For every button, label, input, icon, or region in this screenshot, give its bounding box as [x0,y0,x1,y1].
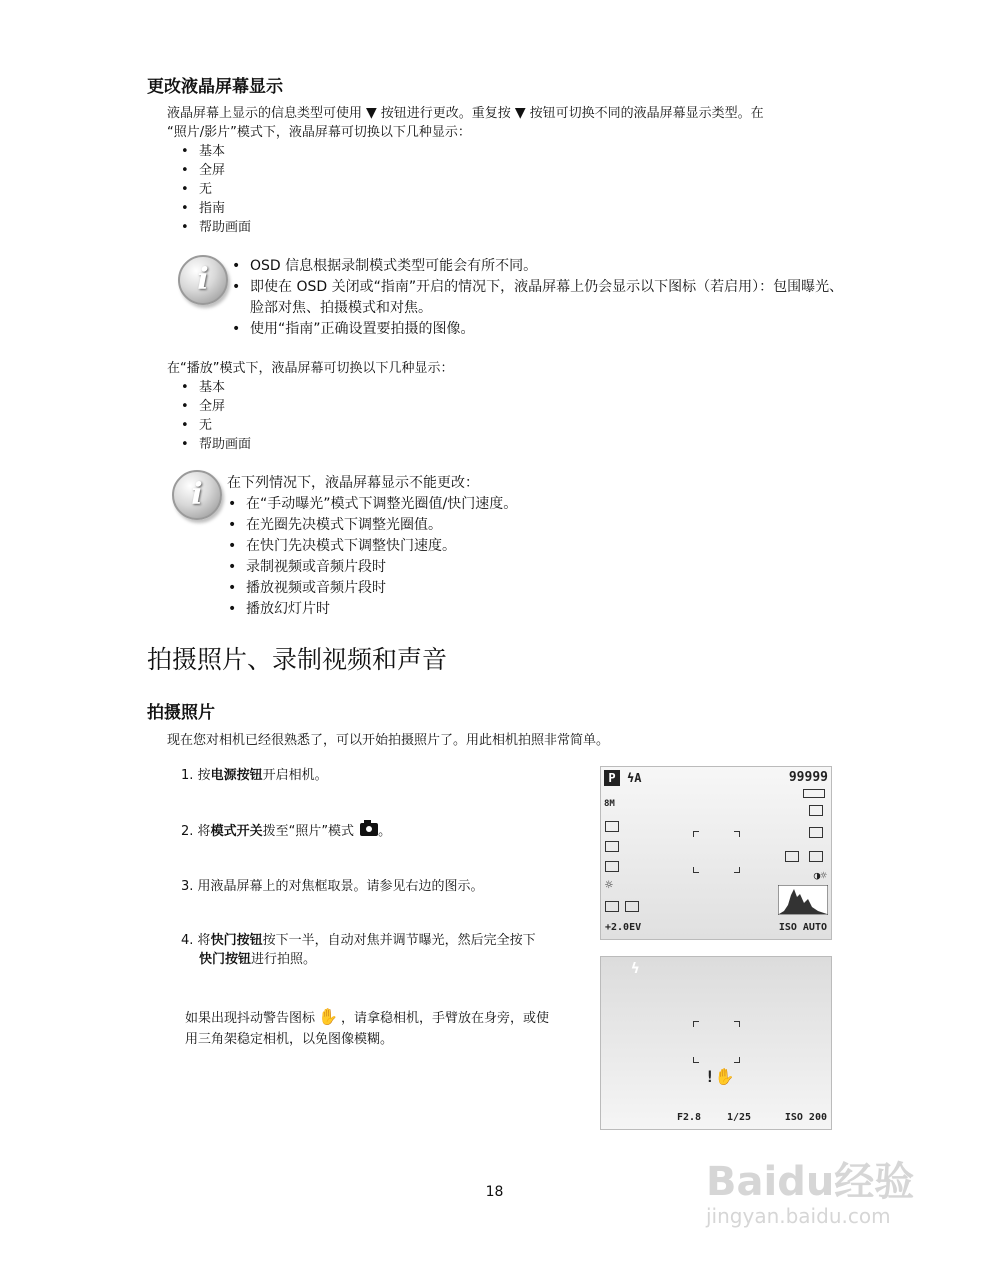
down-arrow-icon: ▼ [366,105,377,121]
playback-intro: 在“播放”模式下，液晶屏幕可切换以下几种显示： [167,361,454,376]
step-keyword: 快门按钮 [210,933,263,948]
note-item: • 在快门先决模式下调整快门速度。 [224,536,824,557]
focus-frame-corner [734,1057,740,1063]
step-text: 将 [197,933,211,948]
watermark-url: jingyan.baidu.com [706,1204,891,1228]
focus-frame-corner [734,867,740,873]
shake-warning-text [185,1006,590,1050]
playback-list [167,378,251,454]
step-3 [181,877,581,896]
list-item: • 无 [167,180,251,199]
stabilizer-icon [625,901,639,912]
step-keyword: 模式开关 [210,824,263,839]
focus-frame-corner [734,1021,740,1027]
list-item: • 全屏 [167,397,251,416]
step-text: 按下一半，自动对焦并调节曝光，然后完全按下 [262,933,536,948]
chapter-title: 拍摄照片、录制视频和声音 [147,645,448,674]
anti-shake-icon [809,851,823,862]
flash-auto-icon: ϟA [627,771,642,785]
shots-remaining: 99999 [788,770,828,785]
face-detect-icon [605,901,619,912]
step-text: 将 [197,824,211,839]
shake-text: 如果出现抖动警告图标 [185,1011,316,1026]
lcd-screen-basic [600,766,832,940]
note-list [228,256,848,340]
shake-text: ，请拿稳相机，手臂放在身旁，或使 [340,1011,549,1026]
intro-text-c: 按钮可切换不同的液晶屏幕显示类型。在 [529,106,764,121]
section-title-display: 更改液晶屏幕显示 [147,77,283,97]
note-item: • OSD 信息根据录制模式类型可能会有所不同。 [228,256,848,277]
focus-frame-corner [693,1021,699,1027]
note-heading: 在下列情况下，液晶屏幕显示不能更改： [227,475,479,491]
note-item: • 即使在 OSD 关闭或“指南”开启的情况下，液晶屏幕上仍会显示以下图标（若启用）：包围曝光、脸部对焦、拍摄模式和对焦。 [228,277,848,319]
battery-icon [803,789,825,798]
section-intro: 现在您对相机已经很熟悉了，可以开始拍摄照片了。用此相机拍照非常简单。 [167,733,610,748]
down-arrow-icon: ▼ [514,105,526,121]
section-title-photo: 拍摄照片 [147,703,215,723]
lcd-screen-shake [600,956,832,1130]
shake-hand-icon: ✋ [318,1007,338,1026]
list-item: • 全屏 [167,161,251,180]
saturation-contrast-icon: ◑☼ [813,869,827,882]
metering-icon [809,827,823,838]
memory-icon [809,805,823,816]
shutter-value: 1/25 [727,1112,752,1123]
step-number: 3. [181,879,194,894]
list-item: • 无 [167,416,251,435]
list-item: • 基本 [167,378,251,397]
note-item: • 录制视频或音频片段时 [224,557,824,578]
shake-warning-icon: !✋ [705,1067,735,1086]
note-item: • 在“手动曝光”模式下调整光圈值/快门速度。 [224,494,824,515]
step-text: 开启相机。 [262,768,328,783]
list-item: • 帮助画面 [167,218,251,237]
iso-value: ISO AUTO [778,922,827,933]
focus-frame-corner [734,831,740,837]
iso-value: ISO 200 [784,1112,827,1123]
focus-area-icon [605,861,619,872]
section-intro [167,104,887,142]
step-text: 拨至“照片”模式 [262,824,355,839]
watermark-logo: Baidu经验 [706,1159,915,1205]
step-text: 按 [197,768,211,783]
step-text: 进行拍照。 [251,952,317,967]
mode-p-icon: P [604,770,620,786]
step-number: 1. [181,768,194,783]
step-4 [181,931,581,969]
info-icon: i [172,470,222,520]
camera-icon [360,823,378,836]
drive-mode-icon [605,841,619,852]
note-item: • 在光圈先决模式下调整光圈值。 [224,515,824,536]
list-item: • 基本 [167,142,251,161]
note-item: • 播放幻灯片时 [224,599,824,620]
flash-icon: ϟ [631,961,640,977]
white-balance-icon: ☼ [605,878,613,893]
note-item: • 播放视频或音频片段时 [224,578,824,599]
intro-text-line2: “照片/影片”模式下，液晶屏幕可切换以下几种显示： [167,125,471,140]
list-item: • 帮助画面 [167,435,251,454]
step-text: 用液晶屏幕上的对焦框取景。请参见右边的图示。 [197,879,484,894]
display-type-list [167,142,251,237]
note-list [224,494,824,620]
burst-icon [785,851,799,862]
histogram-icon [778,885,828,915]
page-number: 18 [485,1184,504,1200]
quality-icon [605,821,619,832]
focus-frame-corner [693,1057,699,1063]
aperture-value: F2.8 [677,1112,702,1123]
focus-frame-corner [693,867,699,873]
step-2: 2. 将模式开关拨至“照片”模式 。 [181,824,392,839]
list-item: • 指南 [167,199,251,218]
focus-frame-corner [693,831,699,837]
intro-text-a: 液晶屏幕上显示的信息类型可使用 [167,106,363,121]
step-keyword: 电源按钮 [210,768,263,783]
note-item: • 使用“指南”正确设置要拍摄的图像。 [228,319,848,340]
shake-text: 用三角架稳定相机，以免图像模糊。 [185,1032,394,1047]
step-1 [181,766,581,785]
image-size-icon: 8M [604,799,615,809]
step-number: 2. [181,824,194,839]
info-icon: i [178,255,228,305]
intro-text-b: 按钮进行更改。重复按 [380,106,511,121]
step-number: 4. [181,933,194,948]
step-keyword: 快门按钮 [199,952,252,967]
ev-value: +2.0EV [605,922,642,933]
